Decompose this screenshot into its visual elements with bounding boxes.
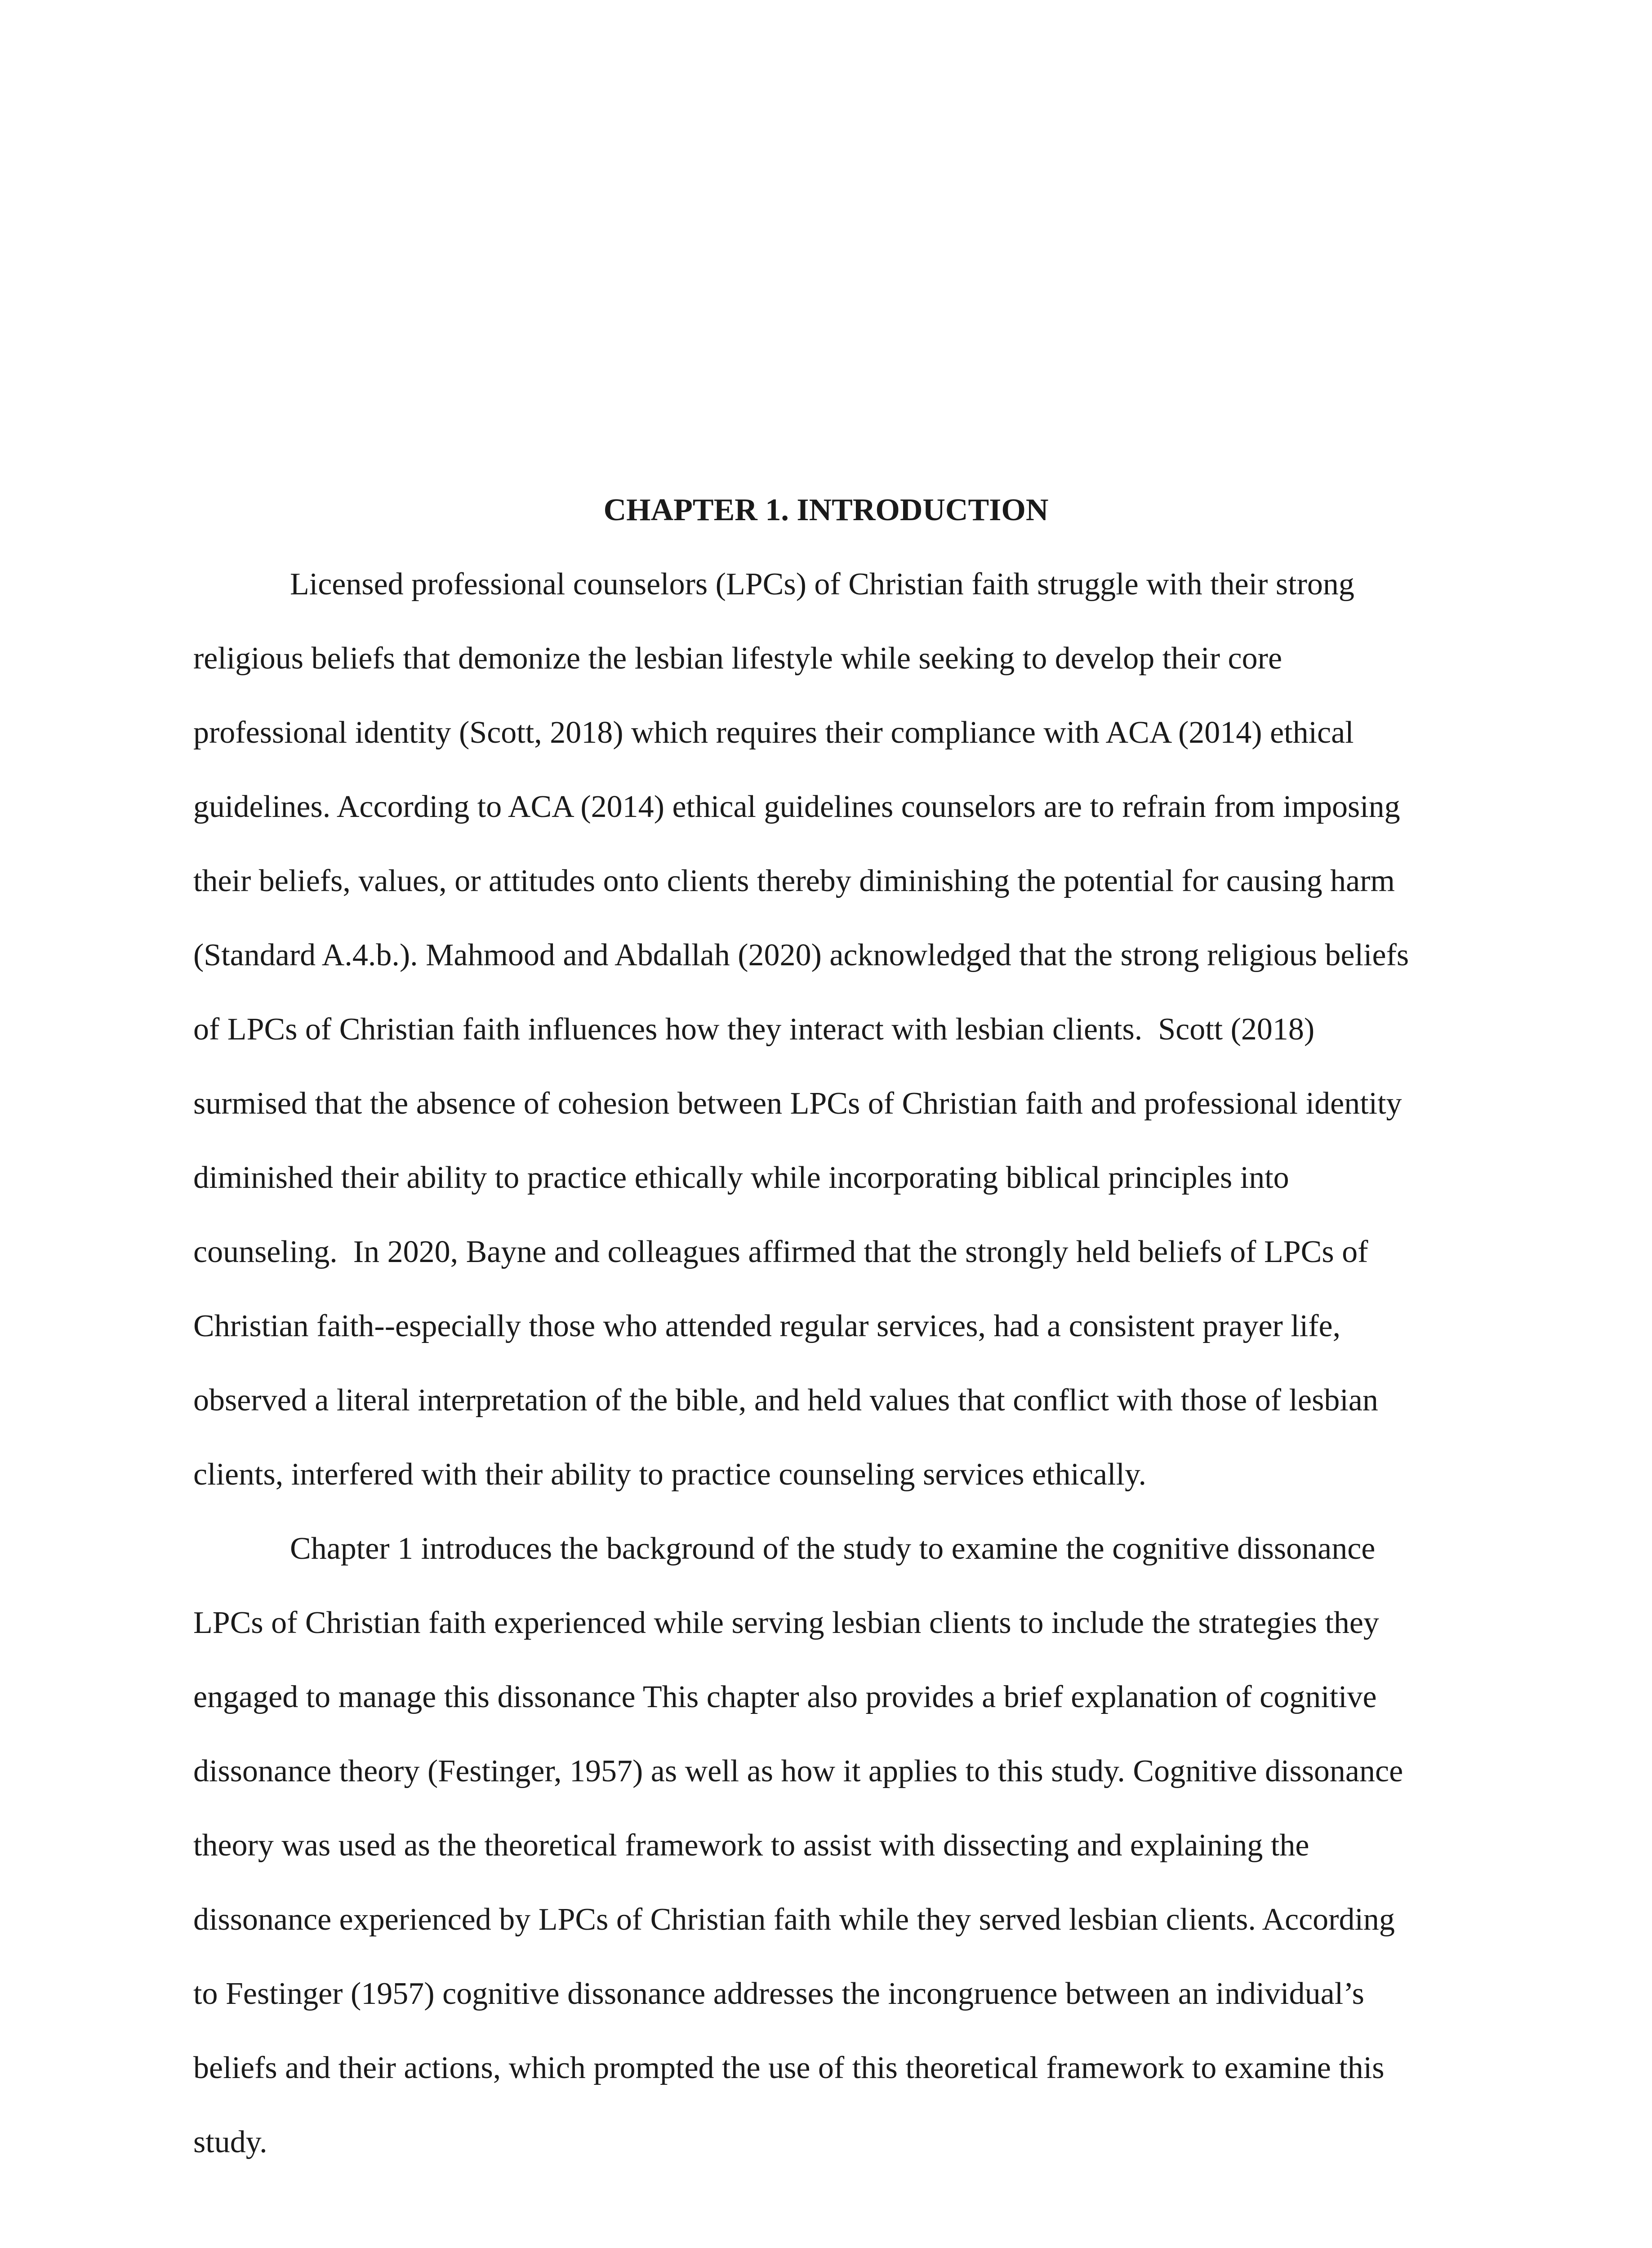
paragraph-line: of LPCs of Christian faith influences how they interact with lesbian clients. Scott (2018)	[193, 1012, 1315, 1047]
paragraph-line: theory was used as the theoretical framework to assist with dissecting and explaining the	[193, 1828, 1309, 1863]
paragraph-line: guidelines. According to ACA (2014) ethical guidelines counselors are to refrain from imposing	[193, 789, 1400, 824]
paragraph-line: clients, interfered with their ability to practice counseling services ethically.	[193, 1457, 1146, 1492]
chapter-title: CHAPTER 1. INTRODUCTION	[603, 493, 1049, 527]
paragraph-line: dissonance theory (Festinger, 1957) as well as how it applies to this study. Cognitive dissonance	[193, 1754, 1403, 1789]
paragraph-line: (Standard A.4.b.). Mahmood and Abdallah (2020) acknowledged that the strong religious beliefs	[193, 938, 1409, 972]
paragraph-line: to Festinger (1957) cognitive dissonance addresses the incongruence between an individual’s	[193, 1976, 1364, 2011]
paragraph-line: professional identity (Scott, 2018) which requires their compliance with ACA (2014) ethical	[193, 715, 1354, 750]
paragraph-line: study.	[193, 2125, 267, 2159]
paragraph-line: their beliefs, values, or attitudes onto clients thereby diminishing the potential for causing harm	[193, 864, 1395, 898]
paragraph-line: counseling. In 2020, Bayne and colleagues affirmed that the strongly held beliefs of LPCs of	[193, 1235, 1368, 1269]
paragraph-line: engaged to manage this dissonance This chapter also provides a brief explanation of cognitive	[193, 1680, 1377, 1714]
paragraph-line: surmised that the absence of cohesion between LPCs of Christian faith and professional identity	[193, 1086, 1402, 1121]
paragraph-line: religious beliefs that demonize the lesbian lifestyle while seeking to develop their core	[193, 641, 1282, 676]
paragraph-line: diminished their ability to practice ethically while incorporating biblical principles into	[193, 1160, 1289, 1195]
paragraph-line: dissonance experienced by LPCs of Christian faith while they served lesbian clients. According	[193, 1902, 1395, 1937]
paragraph-line: observed a literal interpretation of the bible, and held values that conflict with those of lesbian	[193, 1383, 1378, 1418]
paragraph-line: Christian faith--especially those who attended regular services, had a consistent prayer life,	[193, 1309, 1341, 1343]
paragraph-line: LPCs of Christian faith experienced while serving lesbian clients to include the strategies they	[193, 1606, 1379, 1640]
paragraph-line: Chapter 1 introduces the background of the study to examine the cognitive dissonance	[290, 1531, 1376, 1566]
paragraph-line: beliefs and their actions, which prompted the use of this theoretical framework to examine this	[193, 2051, 1385, 2085]
paragraph-line: Licensed professional counselors (LPCs) of Christian faith struggle with their strong	[290, 567, 1354, 602]
